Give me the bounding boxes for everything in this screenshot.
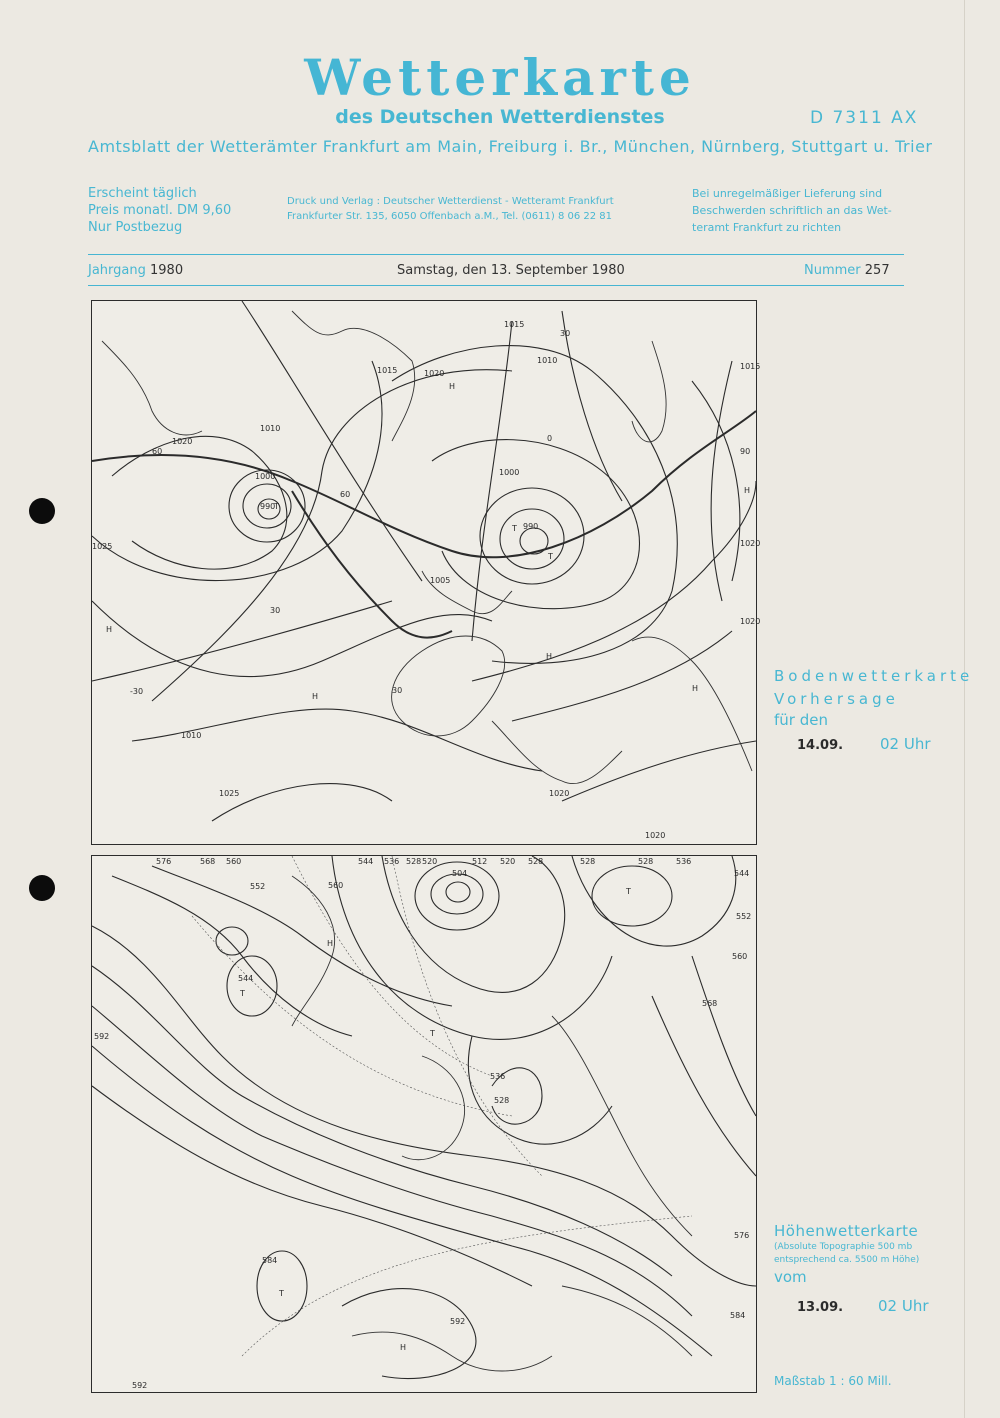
- surface-map-title: Bodenwetterkarte: [774, 667, 974, 685]
- surface-map-drawing: [92, 301, 761, 844]
- surface-map-forecast: Vorhersage: [774, 690, 899, 708]
- surface-label: H: [692, 684, 699, 693]
- volume-label: Jahrgang: [88, 263, 146, 278]
- upper-label: 544: [238, 974, 254, 983]
- info-line: Bei unregelmäßiger Lieferung sind: [692, 187, 883, 200]
- surface-label: 1025: [92, 542, 113, 551]
- punch-hole: [29, 875, 55, 901]
- info-line: teramt Frankfurt zu richten: [692, 221, 842, 234]
- upper-label: T: [626, 887, 631, 896]
- surface-label: 1000: [255, 472, 276, 481]
- map-scale: Maßstab 1 : 60 Mill.: [774, 1374, 892, 1388]
- issue-number: [804, 263, 890, 278]
- surface-map-date: 14.09.: [797, 738, 844, 753]
- complaints-info: [692, 185, 892, 236]
- upper-label: 528: [494, 1096, 510, 1105]
- volume-value: 1980: [150, 263, 184, 278]
- punch-hole: [29, 498, 55, 524]
- issue-number-value: 257: [864, 263, 890, 278]
- upper-label: 592: [94, 1032, 110, 1041]
- upper-label: 544: [358, 857, 374, 866]
- publication-code: D 7311 AX: [810, 108, 919, 128]
- surface-label: 1010: [260, 424, 281, 433]
- header-rule-bottom: [88, 285, 904, 286]
- surface-label: 1000: [499, 468, 520, 477]
- surface-weather-map: [91, 300, 761, 845]
- upper-map-drawing: [92, 856, 756, 1392]
- surface-label: 30: [392, 686, 403, 695]
- upper-label: 560: [226, 857, 242, 866]
- issue-number-label: Nummer: [804, 263, 861, 278]
- surface-label: 60: [152, 447, 163, 456]
- upper-label: 552: [736, 912, 752, 921]
- surface-label: 30: [270, 606, 281, 615]
- surface-label: 1020: [424, 369, 445, 378]
- surface-label: 990: [523, 522, 539, 531]
- publisher-info: [287, 194, 614, 224]
- page-edge: [964, 0, 965, 1418]
- upper-label: 528: [638, 857, 654, 866]
- upper-label: T: [430, 1029, 435, 1038]
- info-line: Frankfurter Str. 135, 6050 Offenbach a.M., Tel. (0611) 8 06 22 81: [287, 211, 613, 222]
- upper-label: 576: [734, 1231, 750, 1240]
- surface-label: 1010: [181, 731, 202, 740]
- surface-label: 30: [560, 329, 571, 338]
- surface-label: 1015: [377, 366, 398, 375]
- upper-map-title: Höhenwetterkarte: [774, 1222, 919, 1240]
- surface-label: T: [512, 524, 517, 533]
- surface-label: 1020: [549, 789, 570, 798]
- upper-label: 536: [490, 1072, 506, 1081]
- surface-label: 0: [547, 434, 553, 443]
- upper-label: 504: [452, 869, 468, 878]
- upper-map-note-1: (Absolute Topographie 500 mb: [774, 1242, 913, 1252]
- surface-label: T: [274, 502, 279, 511]
- surface-label: 1025: [219, 789, 240, 798]
- upper-map-date: 13.09.: [797, 1300, 844, 1315]
- info-line: Beschwerden schriftlich an das Wet-: [692, 204, 892, 217]
- surface-label: 1005: [430, 576, 451, 585]
- surface-label: 90: [740, 447, 751, 456]
- upper-label: 592: [132, 1381, 148, 1390]
- upper-label: 544: [734, 869, 750, 878]
- subscription-info: [88, 185, 231, 236]
- upper-label: 568: [200, 857, 216, 866]
- info-line: Preis monatl. DM 9,60: [88, 203, 232, 218]
- info-line: Nur Postbezug: [88, 220, 183, 235]
- upper-label: H: [400, 1343, 407, 1352]
- upper-label: 520: [422, 857, 438, 866]
- upper-label: 536: [676, 857, 692, 866]
- surface-map-time: 02 Uhr: [880, 735, 931, 753]
- upper-label: 560: [732, 952, 748, 961]
- surface-label: H: [106, 625, 113, 634]
- surface-label: H: [449, 382, 456, 391]
- surface-label: 1020: [740, 539, 761, 548]
- issue-date: Samstag, den 13. September 1980: [397, 263, 625, 278]
- upper-map-note-2: entsprechend ca. 5500 m Höhe): [774, 1255, 920, 1265]
- upper-label: 584: [730, 1311, 746, 1320]
- upper-map-time: 02 Uhr: [878, 1297, 929, 1315]
- header-rule-top: [88, 254, 904, 255]
- surface-label: 1015: [740, 362, 761, 371]
- surface-label: 1020: [645, 831, 666, 840]
- volume: [88, 263, 183, 278]
- surface-label: 1020: [740, 617, 761, 626]
- surface-label: 1020: [172, 437, 193, 446]
- upper-label: 576: [156, 857, 172, 866]
- surface-label: 990: [260, 502, 276, 511]
- upper-label: 552: [250, 882, 266, 891]
- info-line: Druck und Verlag : Deutscher Wetterdienst - Wetteramt Frankfurt: [287, 196, 614, 207]
- amtsblatt-line: Amtsblatt der Wetterämter Frankfurt am Main, Freiburg i. Br., München, Nürnberg, Stuttgart u. Trier: [88, 137, 933, 156]
- upper-label: 560: [328, 881, 344, 890]
- upper-label: H: [327, 939, 334, 948]
- upper-label: 512: [472, 857, 488, 866]
- upper-map-from: vom: [774, 1268, 807, 1286]
- upper-label: 536: [384, 857, 400, 866]
- surface-label: H: [546, 652, 553, 661]
- surface-label: -30: [130, 687, 144, 696]
- upper-label: T: [279, 1289, 284, 1298]
- surface-label: T: [548, 552, 553, 561]
- surface-map-for: für den: [774, 711, 828, 729]
- info-line: Erscheint täglich: [88, 186, 197, 201]
- surface-label: H: [312, 692, 319, 701]
- upper-label: 520: [500, 857, 516, 866]
- upper-label: 528: [528, 857, 544, 866]
- upper-label: 528: [406, 857, 422, 866]
- surface-label: 60: [340, 490, 351, 499]
- upper-label: 568: [702, 999, 718, 1008]
- upper-label: 592: [450, 1317, 466, 1326]
- masthead-title: Wetterkarte: [304, 48, 696, 107]
- surface-label: 1010: [537, 356, 558, 365]
- masthead-subtitle: des Deutschen Wetterdienstes: [335, 106, 665, 128]
- surface-label: H: [744, 486, 751, 495]
- upper-label: T: [240, 989, 245, 998]
- upper-air-map: [91, 855, 757, 1393]
- upper-label: 528: [580, 857, 596, 866]
- upper-label: 584: [262, 1256, 278, 1265]
- surface-label: 1015: [504, 320, 525, 329]
